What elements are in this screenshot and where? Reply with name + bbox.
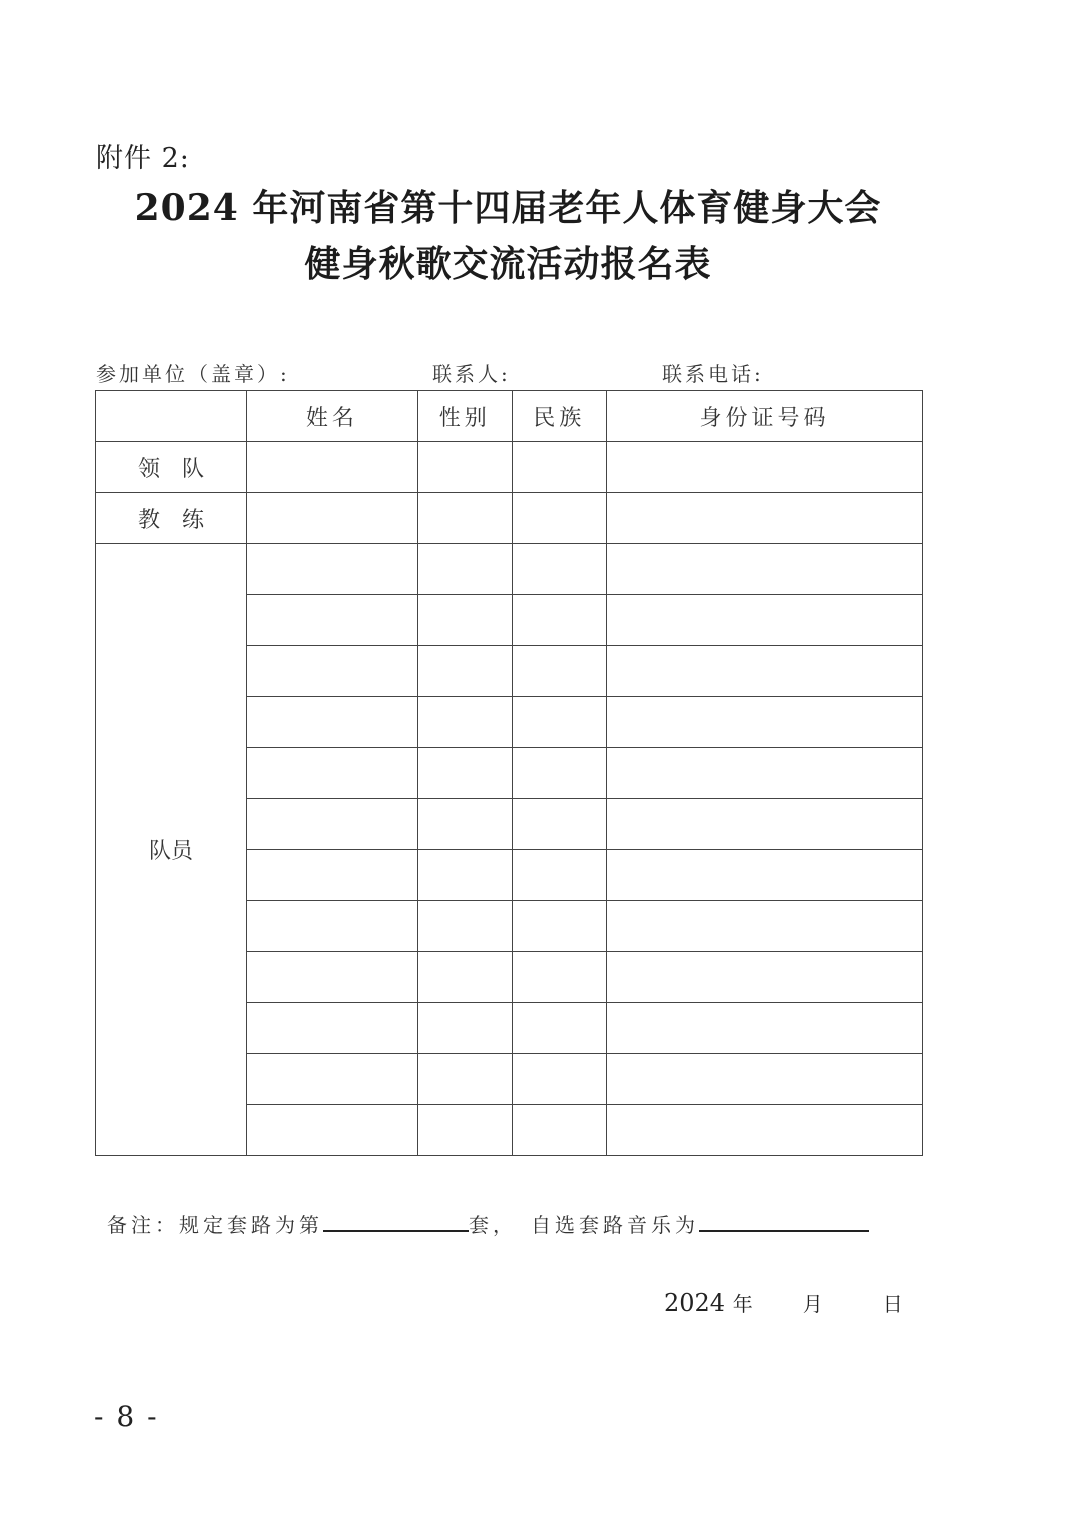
member-id-cell[interactable]: [607, 901, 923, 952]
member-gender-cell[interactable]: [417, 850, 512, 901]
document-title-line-2: 健身秋歌交流活动报名表: [304, 243, 712, 285]
member-ethnicity-cell[interactable]: [512, 595, 607, 646]
header-cell-role: [96, 391, 247, 442]
member-ethnicity-cell[interactable]: [512, 697, 607, 748]
member-ethnicity-cell[interactable]: [512, 850, 607, 901]
remarks-prefix: 备注：规定套路为第: [107, 1213, 323, 1237]
music-blank[interactable]: [699, 1208, 869, 1232]
document-title-line-1: 2024 年河南省第十四届老年人体育健身大会: [134, 187, 882, 229]
member-ethnicity-cell[interactable]: [512, 544, 607, 595]
signing-date: [664, 1288, 905, 1317]
member-name-cell[interactable]: [246, 1054, 417, 1105]
member-name-cell[interactable]: [246, 799, 417, 850]
member-gender-cell[interactable]: [417, 1003, 512, 1054]
member-name-cell[interactable]: [246, 595, 417, 646]
member-ethnicity-cell[interactable]: [512, 1054, 607, 1105]
member-name-cell[interactable]: [246, 697, 417, 748]
member-name-cell[interactable]: [246, 544, 417, 595]
member-name-cell[interactable]: [246, 901, 417, 952]
remarks-middle: 套， 自选套路音乐为: [469, 1213, 699, 1237]
member-gender-cell[interactable]: [417, 952, 512, 1003]
participating-unit-label: 参加单位（盖章）:: [96, 362, 290, 386]
header-cell-id-number: 身份证号码: [607, 391, 923, 442]
member-ethnicity-cell[interactable]: [512, 901, 607, 952]
coach-id-cell[interactable]: [607, 493, 923, 544]
member-ethnicity-cell[interactable]: [512, 646, 607, 697]
attachment-label: 附件 2:: [96, 143, 190, 174]
member-gender-cell[interactable]: [417, 646, 512, 697]
member-gender-cell[interactable]: [417, 748, 512, 799]
coach-gender-cell[interactable]: [417, 493, 512, 544]
table-row-member: [96, 544, 923, 595]
member-id-cell[interactable]: [607, 1054, 923, 1105]
member-id-cell[interactable]: [607, 646, 923, 697]
member-id-cell[interactable]: [607, 799, 923, 850]
leader-name-cell[interactable]: [246, 442, 417, 493]
table-row-coach: [96, 493, 923, 544]
page-number: - 8 -: [94, 1400, 159, 1433]
routine-number-blank[interactable]: [323, 1208, 469, 1232]
member-gender-cell[interactable]: [417, 1054, 512, 1105]
contact-person-label: 联系人:: [432, 362, 511, 386]
member-name-cell[interactable]: [246, 952, 417, 1003]
member-ethnicity-cell[interactable]: [512, 748, 607, 799]
contact-phone-label: 联系电话:: [662, 362, 764, 386]
member-ethnicity-cell[interactable]: [512, 1105, 607, 1156]
member-id-cell[interactable]: [607, 697, 923, 748]
member-id-cell[interactable]: [607, 595, 923, 646]
row-label-coach: 教 练: [96, 493, 247, 544]
date-day-unit: 日: [882, 1292, 905, 1316]
header-cell-name: 姓名: [246, 391, 417, 442]
member-id-cell[interactable]: [607, 748, 923, 799]
member-ethnicity-cell[interactable]: [512, 799, 607, 850]
table-row-leader: [96, 442, 923, 493]
row-label-members: 队员: [96, 544, 247, 1156]
member-gender-cell[interactable]: [417, 901, 512, 952]
coach-name-cell[interactable]: [246, 493, 417, 544]
member-gender-cell[interactable]: [417, 697, 512, 748]
leader-gender-cell[interactable]: [417, 442, 512, 493]
member-name-cell[interactable]: [246, 1003, 417, 1054]
row-label-leader: 领 队: [96, 442, 247, 493]
member-gender-cell[interactable]: [417, 799, 512, 850]
member-gender-cell[interactable]: [417, 1105, 512, 1156]
header-cell-ethnicity: 民族: [512, 391, 607, 442]
date-month-unit: 月: [802, 1292, 825, 1316]
remarks-line: [107, 1208, 869, 1238]
leader-ethnicity-cell[interactable]: [512, 442, 607, 493]
date-year: 2024: [664, 1289, 726, 1317]
member-name-cell[interactable]: [246, 850, 417, 901]
member-ethnicity-cell[interactable]: [512, 1003, 607, 1054]
member-name-cell[interactable]: [246, 1105, 417, 1156]
date-year-unit: 年: [732, 1292, 755, 1316]
member-id-cell[interactable]: [607, 544, 923, 595]
header-cell-gender: 性别: [417, 391, 512, 442]
registration-table: [95, 390, 923, 1156]
leader-id-cell[interactable]: [607, 442, 923, 493]
member-name-cell[interactable]: [246, 748, 417, 799]
member-id-cell[interactable]: [607, 1003, 923, 1054]
member-ethnicity-cell[interactable]: [512, 952, 607, 1003]
member-id-cell[interactable]: [607, 850, 923, 901]
coach-ethnicity-cell[interactable]: [512, 493, 607, 544]
member-id-cell[interactable]: [607, 952, 923, 1003]
member-gender-cell[interactable]: [417, 595, 512, 646]
member-gender-cell[interactable]: [417, 544, 512, 595]
member-name-cell[interactable]: [246, 646, 417, 697]
member-id-cell[interactable]: [607, 1105, 923, 1156]
table-header-row: [96, 391, 923, 442]
